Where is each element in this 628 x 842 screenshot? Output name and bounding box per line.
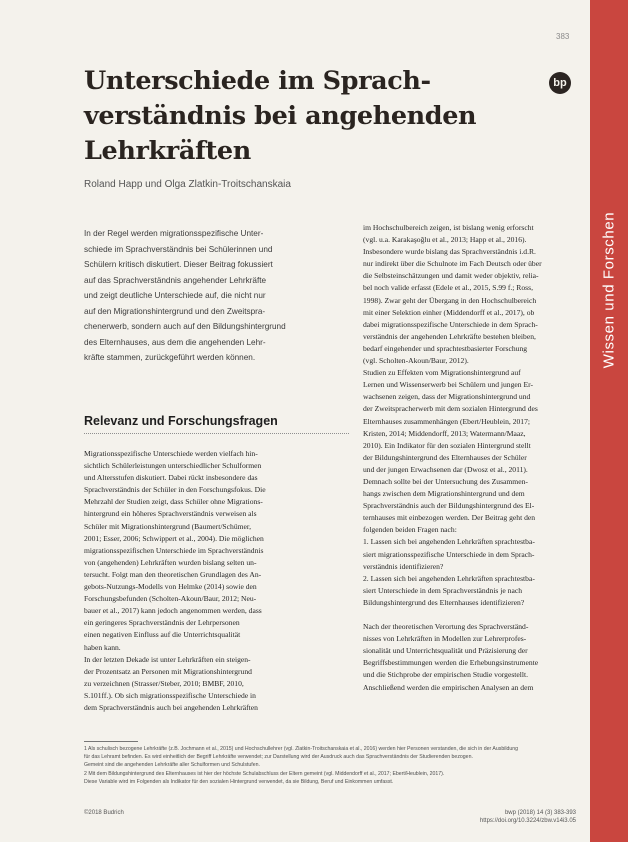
body-line: sichtlich Schülerleistungen unterschiedlicher Schulformen (84, 461, 262, 471)
footnote-line: für das Lehramt befinden. Es wird einheitlich der Begriff Lehrkräfte verwendet; zur Darstellung wird der Ausdruck auch das Sprachverständnis der Studierenden bezogen. (84, 754, 473, 761)
body-line: Mehrzahl der Studien zeigt, dass Schüler ohne Migrations- (84, 497, 263, 507)
body-line: 2001; Esser, 2006; Schwippert et al., 2004). Die möglichen (84, 533, 264, 543)
body-line: siert Unterschiede in dem Sprachverständnis je nach (363, 585, 522, 595)
body-line: und Altersstufen diskutiert. Dabei rückt insbesondere das (84, 473, 258, 483)
body-line: Nach der theoretischen Verortung des Sprachverständ- (363, 622, 529, 632)
abstract-line: und zeigt deutliche Unterschiede auf, die nicht nur (84, 291, 266, 300)
body-line: Migrationsspezifische Unterschiede werden vielfach hin- (84, 449, 258, 458)
body-line: S.101ff.). Ob sich migrationsspezifische Unterschiede in (84, 690, 256, 700)
section-sidebar (590, 0, 628, 842)
body-line: wachsenen zeigen, dass der Migrationshintergrund und (363, 392, 531, 402)
section-heading: Relevanz und Forschungsfragen (84, 414, 278, 428)
doi-link[interactable]: https://doi.org/10.3224/zbw.v14i3.05 (479, 818, 576, 824)
body-line: Sprachverständnis der Schüler in den Forschungsfokus. Die (84, 485, 266, 495)
body-line: die Selbsteinschätzungen und damit weder objektiv, relia- (363, 271, 539, 281)
body-line: bauer et al., 2017) kann jedoch angenommen werden, dass (84, 606, 262, 616)
body-line (363, 609, 575, 621)
title-line: Unterschiede im Sprach- (84, 66, 431, 96)
body-line: Elternhauses zusammenhängen (Ebert/Heublein, 2017; (363, 416, 531, 426)
title-line: Lehrkräften (84, 136, 251, 166)
body-line: Anschließend werden die empirischen Analysen an dem (363, 682, 534, 692)
authors: Roland Happ und Olga Zlatkin-Troitschanskaia (84, 179, 291, 190)
abstract-line: kräfte stammen, zurückgeführt werden können. (84, 353, 256, 362)
abstract-line: schiede im Sprachverständnis bei Schülerinnen und (84, 244, 273, 254)
body-line: der Bildungshintergrund des Elternhauses der Schüler (363, 452, 527, 462)
journal-citation (440, 809, 576, 825)
body-line: In der letzten Dekade ist unter Lehrkräften ein steigen- (84, 654, 251, 664)
body-line: bedarf eingehender und sprachtestbasierter Forschung (363, 343, 528, 353)
body-line: Demnach sollte bei der Untersuchung des Zusammen- (363, 476, 528, 486)
copyright: ©2018 Budrich (84, 810, 124, 816)
body-line: Insbesondere wurde bislang das Sprachverständnis i.d.R. (363, 247, 536, 257)
section-divider (84, 433, 349, 434)
footnote-line: 1 Als schulisch bezogene Lehrkräfte (z.B. Jochmann et al., 2015) und Hochschullehrer (vgl. Zlatkin-Troitschanskaia et al., 2016) werden hier Personen verstanden, die sich in der Ausbildung (84, 746, 519, 752)
body-line: ternhauses mit einbezogen werden. Der Beitrag geht den (363, 513, 536, 523)
body-line: dabei migrationsspezifische Unterschiede in dem Sprach- (363, 319, 538, 329)
body-line: zu verzeichnen (Strasser/Steber, 2010; BMBF, 2010, (84, 678, 244, 688)
body-line: der Zweitspracherwerb mit dem sozialen Hintergrund des (363, 404, 538, 414)
body-line: Begriffsbestimmungen werden die Erhebungsinstrumente (363, 658, 539, 668)
footnote-line: 2 Mit dem Bildungshintergrund des Elternhauses ist hier der höchste Schulabschluss der Eltern gemeint (vgl. Middendorff et al., 2017; Ebert/Heublein, 2017). (84, 770, 445, 777)
body-line: einen negativen Einfluss auf die Unterrichtsqualität (84, 630, 241, 640)
body-line: migrationsspezifischen Unterschiede im Sprachverständnis (84, 545, 264, 555)
body-line: hangs zwischen dem Migrationshintergrund und dem (363, 489, 525, 499)
body-line: siert migrationsspezifische Unterschiede in dem Sprach- (363, 549, 535, 559)
body-line: gebots-Nutzungs-Modells von Helmke (2014) sowie den (84, 582, 257, 592)
citation-line: bwp (2018) 14 (3) 383-393 (504, 810, 576, 816)
left-column-body (84, 448, 352, 714)
body-line: und der jungen Erwachsenen dar (Dwosz et al., 2011). (363, 464, 528, 474)
page-number: 383 (556, 32, 570, 41)
footnote-line: Gemeint sind die angehenden Lehrkräfte aller Schulformen und Schulstufen. (84, 762, 260, 769)
body-line: dem Sprachverständnis auch bei angehenden Lehrkräften (84, 702, 258, 712)
abstract-line: des Elternhauses, aus dem die angehenden Lehr- (84, 337, 266, 347)
abstract-line: chenerwerb, sondern auch auf den Bildungshintergrund (84, 322, 286, 331)
body-line: Sprachverständnis auch der Bildungshintergrund des El- (363, 501, 535, 511)
body-line: 1. Lassen sich bei angehenden Lehrkräften sprachtestba- (363, 537, 535, 547)
body-line: tersucht. Folgt man den theoretischen Grundlagen des An- (84, 569, 262, 579)
body-line: von (angehenden) Lehrkräften wurden bislang selten un- (84, 557, 257, 567)
right-column-body (363, 222, 575, 694)
body-line: verständnis der angehenden Lehrkräfte bestehen bleiben, (363, 331, 536, 341)
body-line: Forschungsbefunden (Scholten-Akoun/Baur, 2012; Neu- (84, 594, 257, 604)
body-line: 1998). Zwar geht der Übergang in den Hochschulbereich (363, 295, 537, 305)
body-line: sionalität und Unterrichtsqualität und Präzisierung der (363, 646, 528, 656)
body-line: der Prozentsatz an Personen mit Migrationshintergrund (84, 666, 252, 676)
footnotes (84, 745, 577, 786)
body-line: Studien zu Effekten vom Migrationshintergrund auf (363, 368, 521, 378)
body-line: Bildungshintergrund des Elternhauses identifizieren? (363, 597, 525, 607)
body-line: nisses von Lehrkräften in Modellen zur Lehrerprofes- (363, 634, 527, 644)
abstract (84, 226, 349, 366)
body-line: hintergrund ein höheres Sprachverständnis verweisen als (84, 509, 257, 519)
sidebar-label: Wissen und Forschen (600, 211, 618, 369)
body-line: bel noch valide erfasst (Edele et al., 2015, S.99 f.; Ross, (363, 283, 533, 293)
body-line: (vgl. Scholten-Akoun/Baur, 2012). (363, 356, 469, 366)
abstract-line: auf das Sprachverständnis angehender Lehrkräfte (84, 275, 267, 285)
publisher-logo: bp (549, 72, 571, 94)
body-line: im Hochschulbereich zeigen, ist bislang wenig erforscht (363, 223, 534, 232)
abstract-line: auf den Migrationshintergrund und den Zweitspra- (84, 306, 266, 316)
body-line: Kristen, 2014; Middendorff, 2013; Watermann/Maaz, (363, 428, 526, 438)
body-line: mit einer Selektion einher (Middendorff et al., 2017), ob (363, 307, 535, 317)
body-line: folgenden beiden Fragen nach: (363, 525, 457, 535)
body-line: nur indirekt über die Schulnote im Fach Deutsch oder über (363, 259, 542, 269)
body-line: Schüler mit Migrationshintergrund (Baumert/Schümer, (84, 521, 252, 531)
body-line: 2. Lassen sich bei angehenden Lehrkräften sprachtestba- (363, 573, 535, 583)
body-line: ein geringeres Sprachverständnis der Lehrpersonen (84, 618, 240, 628)
body-line: haben kann. (84, 642, 121, 652)
body-line: verständnis identifizieren? (363, 561, 444, 571)
article-title (84, 64, 477, 169)
body-line: 2010). Ein Indikator für den sozialen Hintergrund stellt (363, 440, 531, 450)
title-line: verständnis bei angehenden (84, 101, 477, 131)
body-line: und die Stichprobe der empirischen Studie vorgestellt. (363, 670, 528, 680)
abstract-line: In der Regel werden migrationsspezifische Unter- (84, 229, 264, 238)
footnote-line: Diese Variable wird im Folgenden als Indikator für den sozialen Hintergrund verwendet, da sie Bildung, Beruf und Einkommen umfasst. (84, 778, 394, 785)
body-line: Lernen und Wissenserwerb bei Schülern und jungen Er- (363, 380, 534, 390)
body-line: (vgl. u.a. Karakaşoğlu et al., 2013; Happ et al., 2016). (363, 235, 527, 245)
abstract-line: Schülern kritisch diskutiert. Dieser Beitrag fokussiert (84, 260, 273, 269)
footnote-divider (84, 741, 138, 742)
